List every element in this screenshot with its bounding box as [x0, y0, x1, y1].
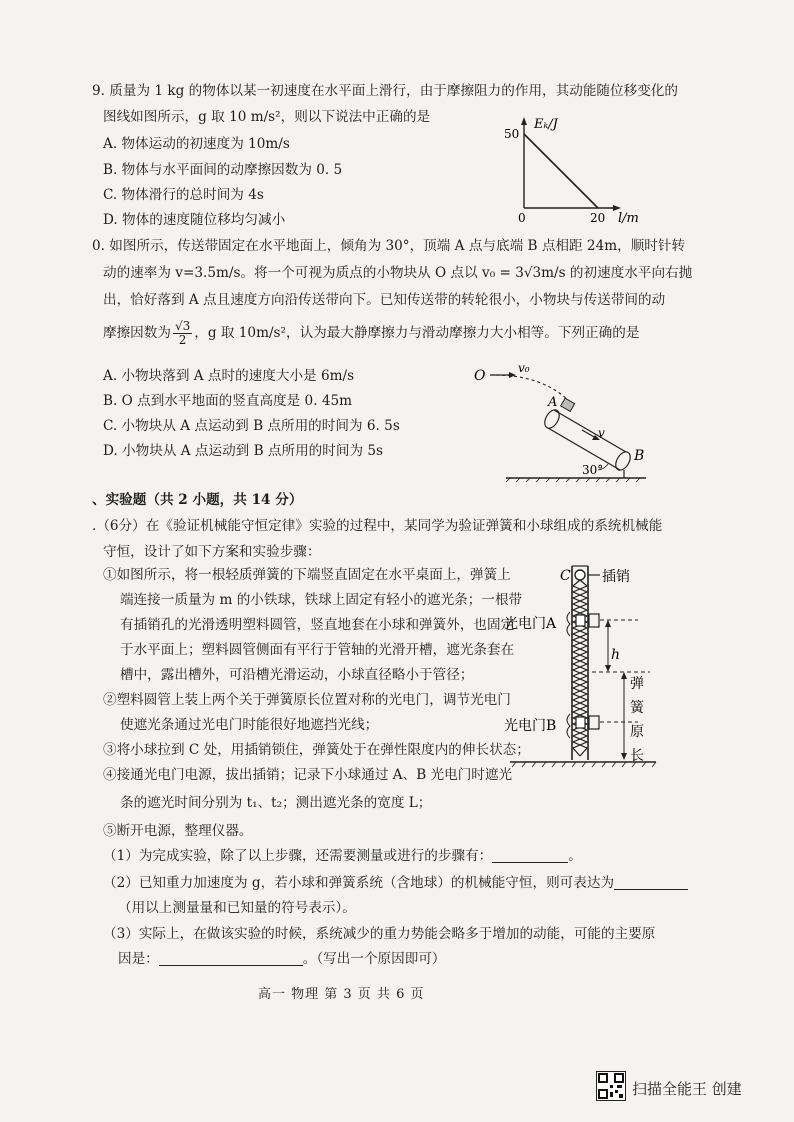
q11-step-line: 槽中，露出槽外，可沿槽光滑运动，小球直径略小于管径； [120, 667, 474, 683]
q9-graph-line [524, 134, 598, 208]
q10-fig-label-v: v [598, 426, 605, 440]
q11-sub3-line1: （3）实际上，在做该实验的时候，系统减少的重力势能会略多于增加的动能，可能的主要原 [103, 926, 656, 942]
q9-option-d: D. 物体的速度随位移均匀减小 [103, 212, 286, 228]
q11-fig-gate-b [576, 717, 585, 728]
q11-sub2-text: （2）已知重力加速度为 g，若小球和弹簧系统（含地球）的机械能守恒，则可表达为 [103, 875, 615, 891]
q11-sub1 [103, 847, 582, 865]
q11-sub3-text: 因是： [118, 951, 159, 967]
q11-step-line: ⑤断开电源，整理仪器。 [103, 823, 253, 839]
q9-graph-xtick: 20 [590, 211, 606, 225]
q10-frac-denominator: 2 [178, 333, 187, 347]
q10-stem-line2: 动的速率为 v=3.5m/s。将一个可视为质点的小物块从 O 点以 v₀ = 3√3m/s 的初速度水平向右抛 [103, 265, 693, 281]
q10-stem-line1: 0. 如图所示，传送带固定在水平地面上，倾角为 30°，顶端 A 点与底端 B 点相距 24m，顺时针转 [92, 238, 686, 254]
q9-option-c: C. 物体滑行的总时间为 4s [103, 187, 264, 203]
q9-graph-xlabel: l/m [618, 211, 639, 226]
q11-fig-gate-a [576, 615, 585, 626]
q11-sub3-answer-blank[interactable] [159, 951, 303, 966]
q9-stem-line2: 图线如图所示，g 取 10 m/s²，则以下说法中正确的是 [103, 109, 431, 125]
q9-option-a: A. 物体运动的初速度为 10m/s [103, 136, 290, 152]
q10-option-c: C. 小物块从 A 点运动到 B 点所用的时间为 6. 5s [103, 418, 400, 434]
q10-fig-roller-top [542, 407, 562, 430]
q10-friction-fraction [173, 320, 192, 347]
q11-step-line: 条的遮光时间分别为 t₁、t₂；测出遮光条的宽度 L； [120, 795, 432, 811]
q11-step-line: 端连接一质量为 m 的小铁球，铁球上固定有轻小的遮光条；一根带 [120, 592, 523, 608]
q11-step-line: ②塑料圆管上装上两个关于弹簧原长位置对称的光电门，调节光电门 [103, 692, 511, 708]
q10-fig-label-o: O [474, 368, 486, 384]
q9-option-b: B. 物体与水平面间的动摩擦因数为 0. 5 [103, 162, 343, 178]
q10-fig-label-a: A [548, 395, 558, 410]
q9-graph-origin: 0 [518, 211, 526, 225]
q11-fig-label-c: C [560, 568, 571, 584]
q9-graph-ytick: 50 [504, 127, 520, 141]
watermark-text: 扫描全能王 创建 [632, 1080, 742, 1098]
q10-fig-label-v0: v₀ [518, 361, 530, 375]
qr-code-icon [596, 1071, 626, 1101]
q11-fig-label-len-2: 簧 [630, 700, 644, 716]
q11-sub3-line2 [118, 950, 446, 968]
q10-option-a: A. 小物块落到 A 点时的速度大小是 6m/s [103, 368, 355, 384]
q11-step-line: ①如图所示，将一根轻质弹簧的下端竖直固定在水平桌面上，弹簧上 [103, 567, 511, 583]
q11-stem-line2: 守恒，设计了如下方案和实验步骤： [103, 544, 321, 560]
q11-step-line: 于水平面上；塑料圆管侧面有平行于管轴的光滑开槽，遮光条套在 [120, 642, 515, 658]
q11-apparatus-figure [500, 562, 660, 774]
q11-sub2 [103, 874, 688, 892]
q11-fig-label-len-1: 弹 [630, 676, 644, 692]
q11-sub1-answer-blank[interactable] [492, 848, 568, 863]
q10-option-d: D. 小物块从 A 点运动到 B 点所用的时间为 5s [103, 443, 383, 459]
q11-fig-label-gate-b: 光电门B [504, 718, 557, 734]
section-heading-experiment: 、实验题（共 2 小题，共 14 分） [92, 492, 303, 508]
q10-fig-label-angle: 30° [582, 463, 604, 477]
q11-fig-label-gate-a: 光电门A [504, 616, 557, 632]
q10-stem-line4-post: ，g 取 10m/s²，认为最大静摩擦力与滑动摩擦力大小相等。下列正确的是 [194, 325, 640, 341]
q10-option-b: B. O 点到水平地面的竖直高度是 0. 45m [103, 393, 353, 409]
q10-stem-line4-pre: 摩擦因数为 [103, 325, 171, 341]
q9-graph-ylabel: Eₖ/J [534, 117, 558, 132]
q10-fig-label-b: B [634, 448, 645, 464]
q11-fig-ball [575, 570, 585, 580]
q11-step-line: ③将小球拉到 C 处，用插销锁住，弹簧处于在弹性限度内的伸长状态； [103, 742, 530, 758]
q9-graph-y-arrow [521, 117, 527, 125]
q11-sub3-end: 。（写出一个原因即可） [302, 951, 446, 967]
q11-step-line: ④接通光电门电源，拔出插销；记录下小球通过 A、B 光电门时遮光 [103, 767, 513, 783]
q11-sub1-text: （1）为完成实验，除了以上步骤，还需要测量或进行的步骤有： [103, 848, 493, 864]
q11-sub2-line2: （用以上测量量和已知量的符号表示）。 [118, 900, 356, 916]
q10-conveyor-figure [470, 360, 650, 482]
q11-stem-line1: .（6分）在《验证机械能守恒定律》实验的过程中，某同学为验证弹簧和小球组成的系统机械能 [92, 518, 663, 534]
q11-fig-label-h: h [611, 647, 621, 663]
page-footer: 高一 物理 第 3 页 共 6 页 [258, 987, 425, 1002]
q11-fig-label-pin: 插销 [602, 569, 630, 585]
q9-stem-line1: 9. 质量为 1 kg 的物体以某一初速度在水平面上滑行，由于摩擦阻力的作用，其动能随位移变化的 [92, 83, 678, 99]
q9-ek-graph [500, 108, 660, 226]
q10-fig-belt-top [554, 410, 626, 452]
q10-fig-block [561, 398, 575, 411]
q11-step-line: 有插销孔的光滑透明塑料圆管，竖直地套在小球和弹簧外，也固定 [120, 617, 515, 633]
q10-fig-roller-bottom [613, 449, 633, 472]
q11-sub2-answer-blank[interactable] [614, 875, 688, 890]
q10-frac-numerator: √3 [174, 319, 191, 333]
q11-step-line: 使遮光条通过光电门时能很好地遮挡光线； [120, 717, 379, 733]
q11-sub1-end: 。 [568, 848, 582, 864]
q10-stem-line4 [103, 320, 639, 347]
q11-fig-label-len-4: 长 [630, 748, 644, 764]
q10-stem-line3: 出，恰好落到 A 点且速度方向沿传送带向下。已知传送带的转轮很小，小物块与传送带间的动 [103, 292, 666, 308]
q11-fig-label-len-3: 原 [630, 724, 644, 740]
